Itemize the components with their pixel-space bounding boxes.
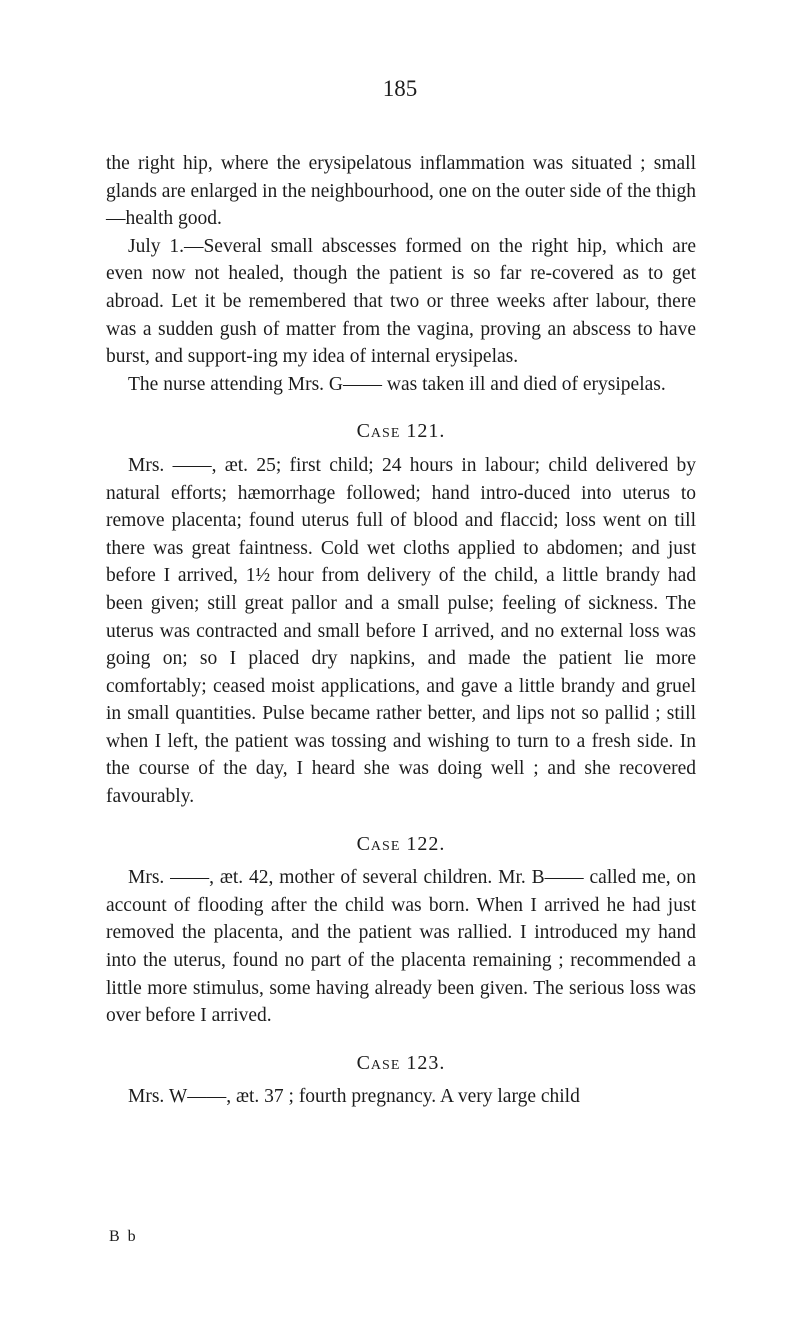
case-121-heading: Case 121.: [356, 420, 446, 443]
case-123-heading: Case 123.: [356, 1051, 446, 1074]
case-122-heading: Case 122.: [356, 832, 446, 855]
page-number: 185: [382, 76, 418, 101]
signature-mark: B b: [109, 1228, 138, 1245]
body-text: [106, 150, 696, 1111]
paragraph-nurse: The nurse attending Mrs. G—— was taken ill and died of erysipelas.: [128, 373, 666, 395]
paragraph-continuation: the right hip, where the erysipelatous inflammation was situated ; small glands are enlarged in the neighbourhood, one on the outer side of the thigh—health good.: [106, 153, 696, 230]
paragraph-july-1: July 1.—Several small abscesses formed on the right hip, which are even now not healed, though the patient is so far re-covered as to get abroad. Let it be remembered that two or three weeks after labour, there was a sudden gush of matter from the vagina, proving an abscess to have burst, and support-ing my idea of internal erysipelas.: [106, 235, 696, 368]
case-122-text: Mrs. ——, æt. 42, mother of several children. Mr. B—— called me, on account of flooding after the child was born. When I arrived he had just removed the placenta, and the patient was rallied. I introduced my hand into the uterus, found no part of the placenta remaining ; recommended a little more stimulus, some having already been given. The serious loss was over before I arrived.: [106, 867, 696, 1027]
case-121-text: Mrs. ——, æt. 25; first child; 24 hours in labour; child delivered by natural efforts; hæmorrhage followed; hand intro-duced into uterus to remove placenta; found uterus full of blood and flaccid; loss went on till there was great faintness. Cold wet cloths applied to abdomen; and just before I arrived, 1½ hour from delivery of the child, a little brandy had been given; still great pallor and a small pulse; feeling of sickness. The uterus was contracted and small before I arrived, and no external loss was going on; so I placed dry napkins, and made the patient lie more comfortably; ceased moist applications, and gave a little brandy and gruel in small quantities. Pulse became rather better, and lips not so pallid ; still when I left, the patient was tossing and wishing to turn to a fresh side. In the course of the day, I heard she was doing well ; and she recovered favourably.: [106, 454, 696, 808]
case-123-text: Mrs. W——, æt. 37 ; fourth pregnancy. A very large child: [128, 1086, 580, 1108]
